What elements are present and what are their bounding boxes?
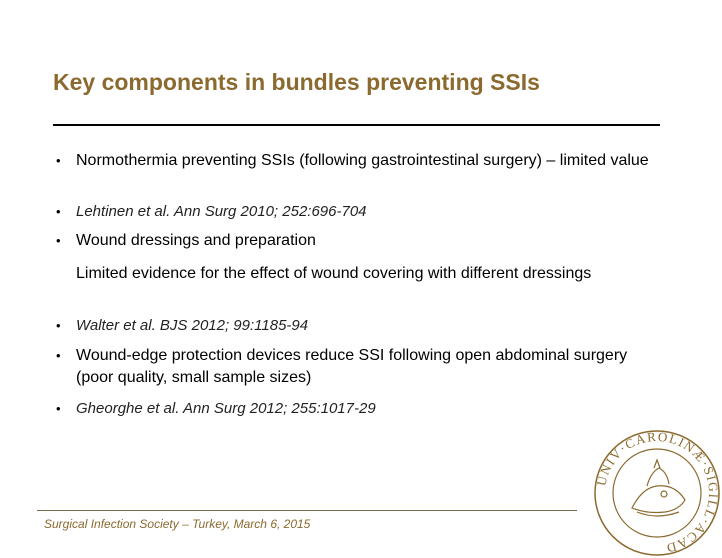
- bullet-item-reference: [56, 398, 656, 420]
- bullet-item: [56, 150, 656, 172]
- bullet-marker: •: [56, 318, 61, 333]
- bullet-marker: •: [56, 204, 61, 219]
- footer-divider: [37, 510, 577, 511]
- seal-emblem: [632, 460, 685, 516]
- bullet-marker: •: [56, 348, 61, 363]
- bullet-text: Wound dressings and preparation: [76, 232, 316, 249]
- bullet-text: Normothermia preventing SSIs (following gastrointestinal surgery) – limited value: [76, 152, 649, 169]
- footer-text: Surgical Infection Society – Turkey, March 6, 2015: [44, 517, 311, 531]
- bullet-item-reference: [56, 201, 656, 223]
- reference-text: Walter et al. BJS 2012; 99:1185-94: [76, 317, 309, 334]
- bullet-marker: •: [56, 153, 61, 168]
- body-paragraph: Limited evidence for the effect of wound covering with different dressings: [76, 265, 592, 282]
- reference-text: Lehtinen et al. Ann Surg 2010; 252:696-704: [76, 203, 367, 220]
- bullet-item-reference: [56, 315, 656, 337]
- reference-text: Gheorghe et al. Ann Surg 2012; 255:1017-29: [76, 400, 376, 417]
- slide-title: Key components in bundles preventing SSIs: [53, 69, 540, 95]
- seal-ring-textpath: UNIV·CAROLINÆ·SIGILL·ACAD: [593, 428, 722, 557]
- title-divider: [53, 124, 660, 126]
- bullet-marker: •: [56, 233, 61, 248]
- bullet-text: Wound-edge protection devices reduce SSI following open abdominal surgery (poor quality, small sample sizes): [76, 347, 628, 386]
- bullet-marker: •: [56, 401, 61, 416]
- seal-inner-ring: [613, 449, 701, 537]
- bullet-item: [56, 230, 656, 252]
- bullet-item: [56, 345, 656, 389]
- university-seal-logo: [592, 428, 722, 558]
